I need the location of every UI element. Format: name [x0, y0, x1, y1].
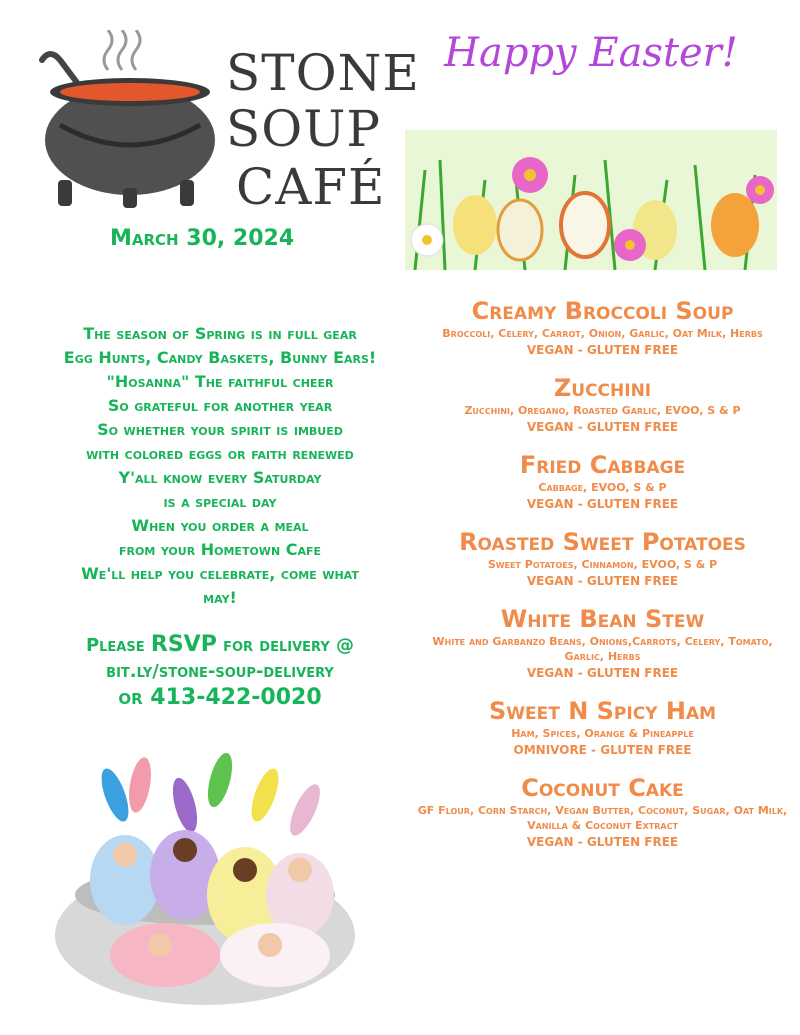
- menu-item-diet: VEGAN - GLUTEN FREE: [526, 343, 679, 357]
- poem-line: may!: [203, 588, 237, 607]
- poem-line: So whether your spirit is imbued: [97, 420, 343, 439]
- poem-line: So grateful for another year: [107, 396, 333, 415]
- logo-line-1: STONE: [226, 44, 420, 102]
- rsvp-suffix: for delivery @: [216, 635, 355, 656]
- rsvp-block: [30, 632, 410, 711]
- menu-item: [415, 696, 790, 759]
- poem: [30, 322, 410, 610]
- menu-item-diet: VEGAN - GLUTEN FREE: [526, 666, 679, 680]
- easter-title: Happy Easter!: [444, 30, 738, 76]
- menu-item-diet: VEGAN - GLUTEN FREE: [526, 574, 679, 588]
- menu-item-diet: VEGAN - GLUTEN FREE: [526, 497, 679, 511]
- menu-item-name: Sweet N Spicy Ham: [488, 697, 717, 725]
- stone-soup-logo: [30, 30, 420, 220]
- poem-line: Y'all know every Saturday: [118, 468, 322, 487]
- rsvp-link[interactable]: bit.ly/stone-soup-delivery: [106, 661, 334, 682]
- menu-item: [415, 296, 790, 359]
- menu-item-diet: VEGAN - GLUTEN FREE: [526, 835, 679, 849]
- menu-item-name: White Bean Stew: [500, 605, 705, 633]
- poem-line: When you order a meal: [131, 516, 309, 535]
- menu-item: [415, 604, 790, 682]
- rsvp-line: [30, 632, 410, 659]
- menu-item: [415, 450, 790, 513]
- menu-item-ingredients: Zucchini, Oregano, Roasted Garlic, EVOO, S & P: [464, 404, 741, 417]
- easter-banner: [405, 22, 777, 270]
- menu-item-ingredients: GF Flour, Corn Starch, Vegan Butter, Coconut, Sugar, Oat Milk, Vanilla & Coconut Extract: [417, 804, 788, 832]
- menu-item-name: Roasted Sweet Potatoes: [459, 528, 746, 556]
- poem-line: We'll help you celebrate, come what: [81, 564, 359, 583]
- logo-line-2: SOUP: [226, 100, 382, 158]
- menu-item-ingredients: White and Garbanzo Beans, Onions,Carrots, Celery, Tomato, Garlic, Herbs: [432, 635, 773, 663]
- rsvp-phone: or 413-422-0020: [118, 685, 322, 710]
- menu-item: [415, 527, 790, 590]
- menu-item-name: Fried Cabbage: [519, 451, 686, 479]
- poem-line: is a special day: [163, 492, 277, 511]
- menu-item-name: Coconut Cake: [521, 774, 684, 802]
- felt-bunnies-image: [35, 745, 370, 1015]
- poem-line: "Hosanna" The faithful cheer: [106, 372, 334, 391]
- poem-line: The season of Spring is in full gear: [83, 324, 357, 343]
- cauldron-icon: [30, 30, 220, 210]
- event-date: March 30, 2024: [110, 226, 295, 251]
- menu-item-name: Zucchini: [553, 374, 652, 402]
- menu-item-name: Creamy Broccoli Soup: [471, 297, 734, 325]
- menu-item: [415, 773, 790, 851]
- rsvp-word: RSVP: [150, 632, 217, 657]
- menu-item-ingredients: Broccoli, Celery, Carrot, Onion, Garlic, Oat Milk, Herbs: [442, 327, 763, 340]
- poem-line: Egg Hunts, Candy Baskets, Bunny Ears!: [63, 348, 377, 367]
- rsvp-prefix: Please: [85, 635, 151, 656]
- menu: [415, 296, 790, 865]
- poem-line: with colored eggs or faith renewed: [86, 444, 354, 463]
- logo-line-3: CAFÉ: [236, 158, 386, 216]
- poem-line: from your Hometown Cafe: [119, 540, 321, 559]
- menu-item-ingredients: Cabbage, EVOO, S & P: [538, 481, 667, 494]
- menu-item-diet: OMNIVORE - GLUTEN FREE: [513, 743, 692, 757]
- menu-item-ingredients: Sweet Potatoes, Cinnamon, EVOO, S & P: [487, 558, 718, 571]
- menu-item-diet: VEGAN - GLUTEN FREE: [526, 420, 679, 434]
- menu-item-ingredients: Ham, Spices, Orange & Pineapple: [511, 727, 694, 740]
- menu-item: [415, 373, 790, 436]
- easter-eggs-image: [405, 130, 777, 270]
